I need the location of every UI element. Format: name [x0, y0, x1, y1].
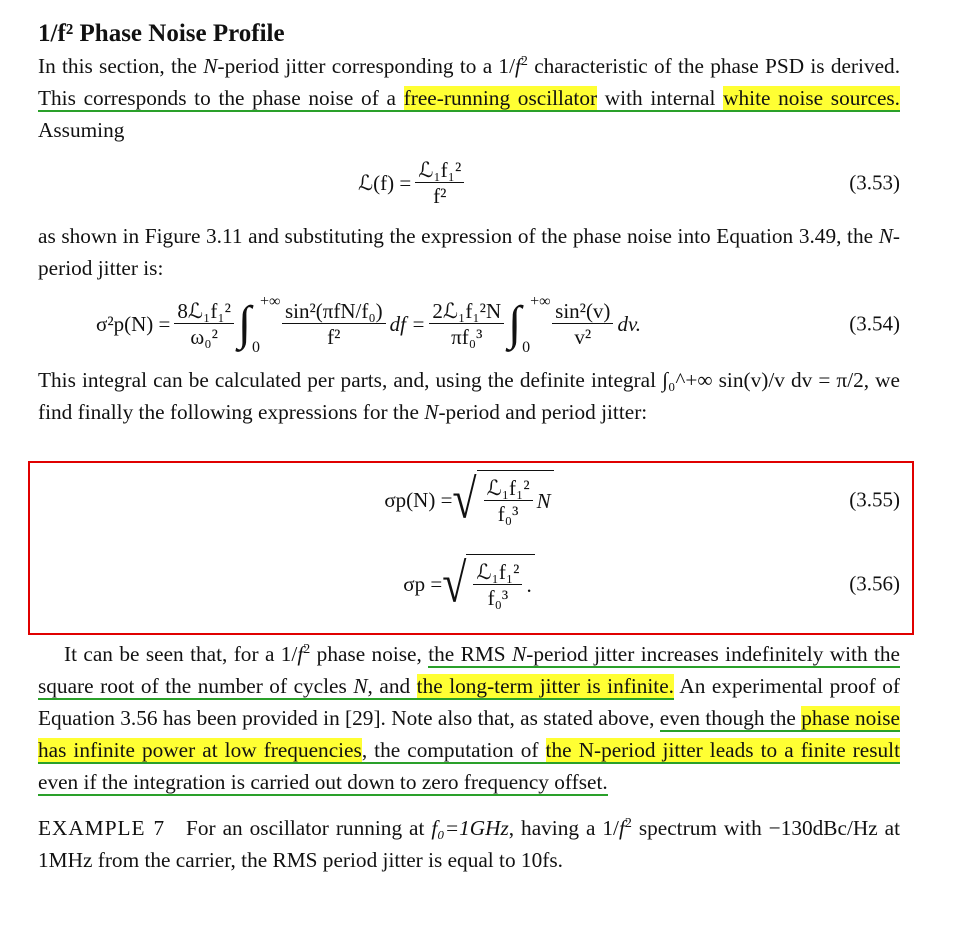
- highlight-long-term-jitter: the long-term jitter is infinite.: [416, 674, 675, 698]
- highlight-infinite-power: phase noise has infinite power at low frequencies: [38, 706, 900, 762]
- paper-page: [38, 18, 900, 876]
- intro-paragraph: In this section, the N-period jitter corresponding to a $1/f^2$ characteristic of the phase PSD is derived. This corresponds to the phase noise of a free-running oscillator with internal white noise sources. Assuming: [38, 53, 901, 142]
- equation-3-56: σp = √ $\frac{\text{ℒ₁f₁²}}{\text{f₀³}}$ . (3.56): [403, 552, 900, 614]
- equation-number: (3.56): [849, 571, 900, 596]
- highlight-finite-result: the N-period jitter leads to a finite result: [545, 738, 900, 762]
- equation-3-54: σ²p(N) = $\frac{\text{8ℒ₁f₁²}}{\text{ω₀²}}$ ∫ +∞ 0 $\frac{\text{sin²(πfN/f₀)}}{\text{f²}}$ df = $\frac{\text{2ℒ₁f₁²N}}{\text{πf₀³}}$ ∫ +∞ 0 $\frac{\text{sin²(v)}}{\text{v²}}$ dv. (3.54): [96, 293, 900, 356]
- equation-number: (3.55): [849, 487, 900, 512]
- equation-3-53: ℒ(f) = $\frac{\text{ℒ₁f₁²}}{\text{f²}}$ (3.53): [358, 157, 900, 208]
- integral-paragraph: This integral can be calculated per parts, and, using the definite integral ∫₀^+∞ sin(v)/v dv = π/2, we find finally the following expressions for the N-period and period jitter:: [38, 368, 901, 424]
- discussion-paragraph: It can be seen that, for a $1/f^2$ phase noise, the RMS N-period jitter increases indefinitely with the square root of the number of cycles N, and the long-term jitter is infinite. An experimental proof of Equation 3.56 has been provided in [29]. Note also that, as stated above, even though the phase noise has infinite power at low frequencies, the computation of the N-period jitter leads to a finite result even if the integration is carried out down to zero frequency offset.: [38, 641, 901, 794]
- equation-3-55: σp(N) = √ $\frac{\text{ℒ₁f₁²}}{\text{f₀³}}$ N (3.55): [384, 468, 900, 530]
- equation-number: (3.54): [849, 311, 900, 336]
- example-paragraph: EXAMPLE 7 For an oscillator running at f₀=1GHz, having a $1/f^2$ spectrum with −130dBc/Hz at 1MHz from the carrier, the RMS period jitter is equal to 10fs.: [38, 815, 901, 872]
- substitution-paragraph: as shown in Figure 3.11 and substituting the expression of the phase noise into Equation 3.49, the N-period jitter is:: [38, 224, 900, 280]
- equation-number: (3.53): [849, 170, 900, 195]
- section-heading: 1/f² Phase Noise Profile: [38, 20, 285, 47]
- result-box: [28, 461, 914, 635]
- underline-annotation-1: This corresponds to the phase noise of a free-running oscillator with internal white noise sources.: [38, 86, 901, 110]
- highlight-white-noise: white noise sources.: [723, 86, 901, 110]
- highlight-free-running: free-running oscillator: [403, 86, 598, 110]
